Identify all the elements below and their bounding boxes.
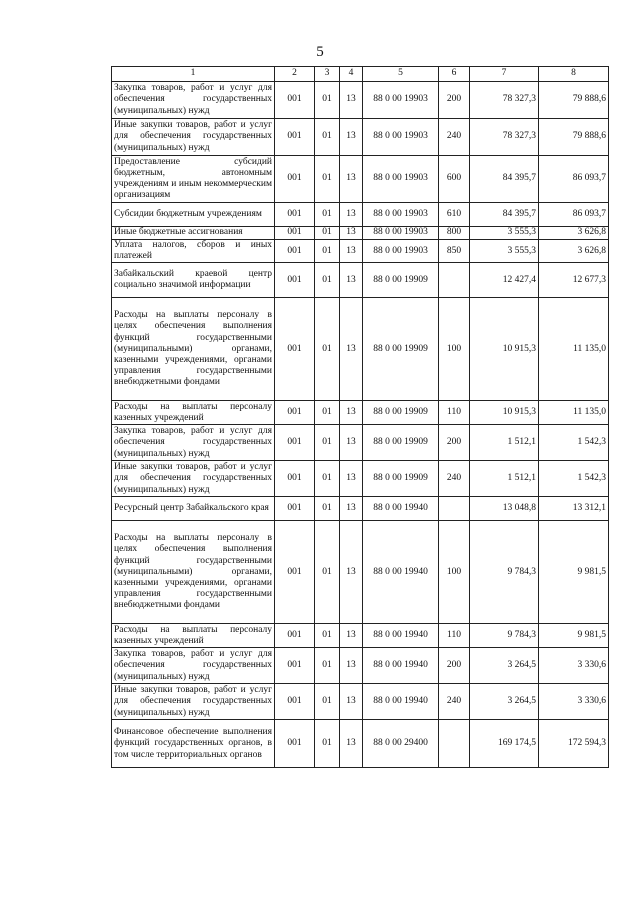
- row-name: Расходы на выплаты персоналу казенных учреждений: [112, 624, 275, 648]
- table-row: [112, 684, 609, 720]
- gr-code: 001: [275, 82, 315, 119]
- amount-year-2: 172 594,3: [539, 720, 609, 768]
- subsection-code: 13: [340, 461, 363, 497]
- target-article-code: 88 0 00 19909: [363, 461, 439, 497]
- target-article-code: 88 0 00 19909: [363, 263, 439, 298]
- gr-code: 001: [275, 298, 315, 401]
- amount-year-2: 79 888,6: [539, 82, 609, 119]
- target-article-code: 88 0 00 29400: [363, 720, 439, 768]
- section-code: 01: [315, 497, 340, 521]
- section-code: 01: [315, 521, 340, 624]
- budget-table: [111, 66, 609, 768]
- column-header: 5: [363, 67, 439, 82]
- expense-type-code: 600: [439, 156, 470, 203]
- table-row: [112, 720, 609, 768]
- amount-year-1: 169 174,5: [470, 720, 539, 768]
- row-name: Расходы на выплаты персоналу казенных учреждений: [112, 401, 275, 425]
- subsection-code: 13: [340, 119, 363, 156]
- column-header: 4: [340, 67, 363, 82]
- expense-type-code: 200: [439, 82, 470, 119]
- gr-code: 001: [275, 227, 315, 240]
- target-article-code: 88 0 00 19909: [363, 425, 439, 461]
- expense-type-code: 240: [439, 461, 470, 497]
- row-name: Закупка товаров, работ и услуг для обеспечения государственных (муниципальных) нужд: [112, 82, 275, 119]
- section-code: 01: [315, 461, 340, 497]
- expense-type-code: 610: [439, 203, 470, 227]
- subsection-code: 13: [340, 203, 363, 227]
- target-article-code: 88 0 00 19940: [363, 497, 439, 521]
- amount-year-2: 3 626,8: [539, 240, 609, 263]
- column-header: 8: [539, 67, 609, 82]
- expense-type-code: 800: [439, 227, 470, 240]
- gr-code: 001: [275, 684, 315, 720]
- table-row: [112, 227, 609, 240]
- column-header: 6: [439, 67, 470, 82]
- amount-year-1: 3 264,5: [470, 648, 539, 684]
- section-code: 01: [315, 203, 340, 227]
- expense-type-code: 240: [439, 684, 470, 720]
- section-code: 01: [315, 720, 340, 768]
- gr-code: 001: [275, 521, 315, 624]
- page-number: 5: [316, 44, 324, 60]
- gr-code: 001: [275, 648, 315, 684]
- table-row: [112, 119, 609, 156]
- target-article-code: 88 0 00 19903: [363, 203, 439, 227]
- amount-year-1: 3 555,3: [470, 240, 539, 263]
- target-article-code: 88 0 00 19940: [363, 521, 439, 624]
- expense-type-code: 200: [439, 425, 470, 461]
- gr-code: 001: [275, 240, 315, 263]
- gr-code: 001: [275, 425, 315, 461]
- target-article-code: 88 0 00 19903: [363, 156, 439, 203]
- subsection-code: 13: [340, 298, 363, 401]
- section-code: 01: [315, 82, 340, 119]
- amount-year-2: 9 981,5: [539, 521, 609, 624]
- amount-year-2: 3 626,8: [539, 227, 609, 240]
- expense-type-code: 110: [439, 401, 470, 425]
- amount-year-1: 3 555,3: [470, 227, 539, 240]
- row-name: Финансовое обеспечение выполнения функций государственных органов, в том числе территориальных органов: [112, 720, 275, 768]
- subsection-code: 13: [340, 648, 363, 684]
- expense-type-code: [439, 497, 470, 521]
- table-row: [112, 263, 609, 298]
- table-row: [112, 240, 609, 263]
- gr-code: 001: [275, 263, 315, 298]
- section-code: 01: [315, 684, 340, 720]
- row-name: Иные закупки товаров, работ и услуг для обеспечения государственных (муниципальных) нужд: [112, 461, 275, 497]
- amount-year-1: 12 427,4: [470, 263, 539, 298]
- row-name: Субсидии бюджетным учреждениям: [112, 203, 275, 227]
- target-article-code: 88 0 00 19903: [363, 227, 439, 240]
- row-name: Закупка товаров, работ и услуг для обеспечения государственных (муниципальных) нужд: [112, 648, 275, 684]
- gr-code: 001: [275, 156, 315, 203]
- amount-year-2: 3 330,6: [539, 684, 609, 720]
- amount-year-1: 78 327,3: [470, 119, 539, 156]
- amount-year-2: 79 888,6: [539, 119, 609, 156]
- subsection-code: 13: [340, 720, 363, 768]
- table-row: [112, 156, 609, 203]
- amount-year-1: 9 784,3: [470, 521, 539, 624]
- target-article-code: 88 0 00 19940: [363, 648, 439, 684]
- column-number-row: [112, 67, 609, 82]
- table-row: [112, 203, 609, 227]
- expense-type-code: 110: [439, 624, 470, 648]
- amount-year-2: 1 542,3: [539, 425, 609, 461]
- gr-code: 001: [275, 497, 315, 521]
- expense-type-code: 100: [439, 298, 470, 401]
- table-row: [112, 298, 609, 401]
- expense-type-code: 850: [439, 240, 470, 263]
- section-code: 01: [315, 156, 340, 203]
- section-code: 01: [315, 298, 340, 401]
- subsection-code: 13: [340, 684, 363, 720]
- gr-code: 001: [275, 720, 315, 768]
- subsection-code: 13: [340, 82, 363, 119]
- section-code: 01: [315, 624, 340, 648]
- table-row: [112, 624, 609, 648]
- section-code: 01: [315, 240, 340, 263]
- table-row: [112, 401, 609, 425]
- row-name: Закупка товаров, работ и услуг для обеспечения государственных (муниципальных) нужд: [112, 425, 275, 461]
- section-code: 01: [315, 227, 340, 240]
- section-code: 01: [315, 648, 340, 684]
- expense-type-code: [439, 720, 470, 768]
- table-row: [112, 521, 609, 624]
- target-article-code: 88 0 00 19909: [363, 298, 439, 401]
- row-name: Иные бюджетные ассигнования: [112, 227, 275, 240]
- amount-year-1: 13 048,8: [470, 497, 539, 521]
- amount-year-2: 9 981,5: [539, 624, 609, 648]
- row-name: Ресурсный центр Забайкальского края: [112, 497, 275, 521]
- section-code: 01: [315, 263, 340, 298]
- amount-year-2: 3 330,6: [539, 648, 609, 684]
- amount-year-1: 84 395,7: [470, 156, 539, 203]
- row-name: Уплата налогов, сборов и иных платежей: [112, 240, 275, 263]
- amount-year-1: 1 512,1: [470, 461, 539, 497]
- amount-year-2: 11 135,0: [539, 401, 609, 425]
- amount-year-1: 84 395,7: [470, 203, 539, 227]
- section-code: 01: [315, 119, 340, 156]
- target-article-code: 88 0 00 19903: [363, 119, 439, 156]
- amount-year-1: 1 512,1: [470, 425, 539, 461]
- amount-year-1: 78 327,3: [470, 82, 539, 119]
- column-header: 2: [275, 67, 315, 82]
- section-code: 01: [315, 425, 340, 461]
- table-row: [112, 461, 609, 497]
- row-name: Иные закупки товаров, работ и услуг для обеспечения государственных (муниципальных) нужд: [112, 684, 275, 720]
- subsection-code: 13: [340, 156, 363, 203]
- subsection-code: 13: [340, 497, 363, 521]
- column-header: 7: [470, 67, 539, 82]
- target-article-code: 88 0 00 19903: [363, 82, 439, 119]
- expense-type-code: 100: [439, 521, 470, 624]
- column-header: 3: [315, 67, 340, 82]
- target-article-code: 88 0 00 19903: [363, 240, 439, 263]
- amount-year-2: 13 312,1: [539, 497, 609, 521]
- gr-code: 001: [275, 203, 315, 227]
- row-name: Забайкальский краевой центр социально значимой информации: [112, 263, 275, 298]
- subsection-code: 13: [340, 401, 363, 425]
- subsection-code: 13: [340, 521, 363, 624]
- table-row: [112, 82, 609, 119]
- amount-year-1: 3 264,5: [470, 684, 539, 720]
- subsection-code: 13: [340, 624, 363, 648]
- amount-year-1: 10 915,3: [470, 298, 539, 401]
- row-name: Иные закупки товаров, работ и услуг для обеспечения государственных (муниципальных) нужд: [112, 119, 275, 156]
- amount-year-2: 86 093,7: [539, 156, 609, 203]
- subsection-code: 13: [340, 425, 363, 461]
- table-row: [112, 648, 609, 684]
- subsection-code: 13: [340, 263, 363, 298]
- amount-year-2: 86 093,7: [539, 203, 609, 227]
- gr-code: 001: [275, 401, 315, 425]
- amount-year-2: 11 135,0: [539, 298, 609, 401]
- row-name: Расходы на выплаты персоналу в целях обеспечения выполнения функций государственными (муниципальными) органами, казенными учреждениями, органами управления государственными внебюджетными фондами: [112, 521, 275, 624]
- amount-year-1: 10 915,3: [470, 401, 539, 425]
- gr-code: 001: [275, 119, 315, 156]
- target-article-code: 88 0 00 19909: [363, 401, 439, 425]
- target-article-code: 88 0 00 19940: [363, 624, 439, 648]
- expense-type-code: 200: [439, 648, 470, 684]
- gr-code: 001: [275, 624, 315, 648]
- expense-type-code: 240: [439, 119, 470, 156]
- amount-year-1: 9 784,3: [470, 624, 539, 648]
- table-row: [112, 425, 609, 461]
- row-name: Предоставление субсидий бюджетным, автономным учреждениям и иным некоммерческим организациям: [112, 156, 275, 203]
- amount-year-2: 12 677,3: [539, 263, 609, 298]
- subsection-code: 13: [340, 227, 363, 240]
- amount-year-2: 1 542,3: [539, 461, 609, 497]
- table-row: [112, 497, 609, 521]
- subsection-code: 13: [340, 240, 363, 263]
- column-header: 1: [112, 67, 275, 82]
- row-name: Расходы на выплаты персоналу в целях обеспечения выполнения функций государственными (муниципальными) органами, казенными учреждениями, органами управления государственными внебюджетными фондами: [112, 298, 275, 401]
- section-code: 01: [315, 401, 340, 425]
- gr-code: 001: [275, 461, 315, 497]
- expense-type-code: [439, 263, 470, 298]
- target-article-code: 88 0 00 19940: [363, 684, 439, 720]
